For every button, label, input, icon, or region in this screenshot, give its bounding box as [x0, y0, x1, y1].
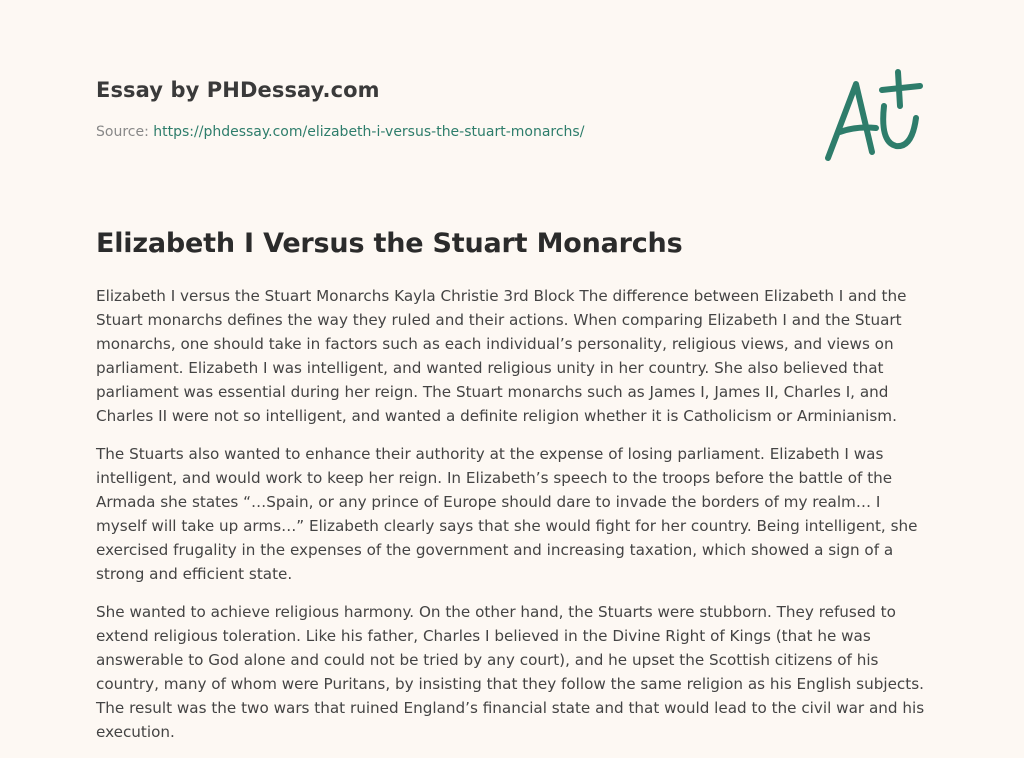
source-link[interactable]: https://phdessay.com/elizabeth-i-versus-the-stuart-monarchs/ [153, 124, 585, 140]
page-header [96, 76, 796, 142]
a-plus-grade-icon [816, 66, 926, 170]
essay-title: Elizabeth I Versus the Stuart Monarchs [96, 228, 683, 259]
source-line [96, 122, 796, 142]
source-label: Source: [96, 124, 154, 140]
essay-body [96, 284, 932, 758]
essay-paragraph: The Stuarts also wanted to enhance their authority at the expense of losing parliament. Elizabeth I was intelligent, and would work to keep her reign. In Elizabeth’s speech to the troops before the battle of the Armada she states “…Spain, or any prince of Europe should dare to invade the borders of my realm… I myself will take up arms…” Elizabeth clearly says that she would fight for her country. Being intelligent, she exercised frugality in the expenses of the government and increasing taxation, which showed a sign of a strong and efficient state. [96, 445, 918, 583]
essay-paragraph: Elizabeth I versus the Stuart Monarchs Kayla Christie 3rd Block The difference between Elizabeth I and the Stuart monarchs defines the way they ruled and their actions. When comparing Elizabeth I and the Stuart monarchs, one should take in factors such as each individual’s personality, religious views, and views on parliament. Elizabeth I was intelligent, and wanted religious unity in her country. She also believed that parliament was essential during her reign. The Stuart monarchs such as James I, James II, Charles I, and Charles II were not so intelligent, and wanted a definite religion whether it is Catholicism or Arminianism. [96, 287, 907, 425]
essay-paragraph: She wanted to achieve religious harmony. On the other hand, the Stuarts were stubborn. They refused to extend religious toleration. Like his father, Charles I believed in the Divine Right of Kings (that he was answerable to God alone and could not be tried by any court), and he upset the Scottish citizens of his country, many of whom were Puritans, by insisting that they follow the same religion as his English subjects. The result was the two wars that ruined England’s financial state and that would lead to the civil war and his execution. [96, 603, 925, 741]
site-title: Essay by PHDessay.com [96, 78, 380, 102]
